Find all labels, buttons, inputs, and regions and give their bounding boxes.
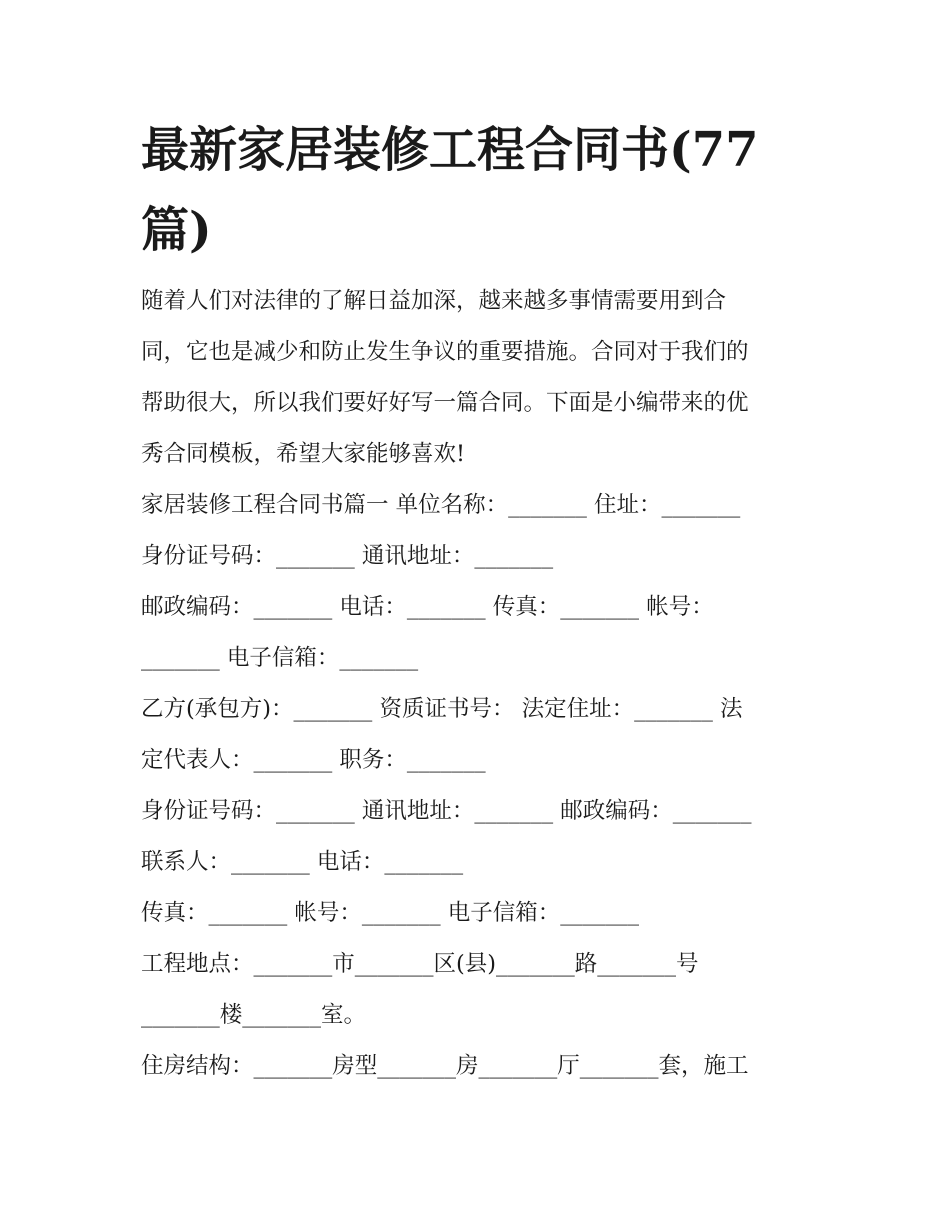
contract-line-site-address: 工程地点：_______市_______区(县)_______路_______号 (141, 951, 699, 977)
contract-line-party-a-email: _______ 电子信箱：_______ (141, 645, 419, 671)
document-page (141, 110, 821, 1092)
intro-line: 同，它也是减少和防止发生争议的重要措施。合同对于我们的 (141, 339, 749, 365)
contract-line-housing-structure: 住房结构：_______房型_______房_______厅_______套，施工 (141, 1053, 749, 1079)
document-title (141, 110, 821, 270)
contract-line-party-b-id: 身份证号码：_______ 通讯地址：_______ 邮政编码：_______ (141, 798, 752, 824)
intro-line: 随着人们对法律的了解日益加深，越来越多事情需要用到合 (141, 288, 727, 314)
contract-line-party-b-rep: 定代表人：_______ 职务：_______ (141, 747, 486, 773)
contract-line-party-b: 乙方(承包方)：_______ 资质证书号： 法定住址：_______ 法 (141, 696, 743, 722)
intro-line: 帮助很大，所以我们要好好写一篇合同。下面是小编带来的优 (141, 390, 749, 416)
contract-body (141, 480, 821, 1092)
contract-line-party-b-fax: 传真：_______ 帐号：_______ 电子信箱：_______ (141, 900, 640, 926)
contract-line-site-room: _______楼_______室。 (141, 1002, 367, 1028)
title-line-1: 最新家居装修工程合同书(77 (141, 122, 759, 178)
intro-paragraph (141, 276, 821, 480)
intro-line: 秀合同模板，希望大家能够喜欢! (141, 441, 466, 467)
title-line-2: 篇) (141, 202, 212, 258)
contract-line-party-a-contact: 邮政编码：_______ 电话：_______ 传真：_______ 帐号： (141, 594, 714, 620)
contract-line-party-b-contact: 联系人：_______ 电话：_______ (141, 849, 464, 875)
contract-line-party-a-id: 身份证号码：_______ 通讯地址：_______ (141, 543, 554, 569)
contract-line-party-a-unit: 家居装修工程合同书篇一 单位名称：_______ 住址：_______ (141, 492, 741, 518)
